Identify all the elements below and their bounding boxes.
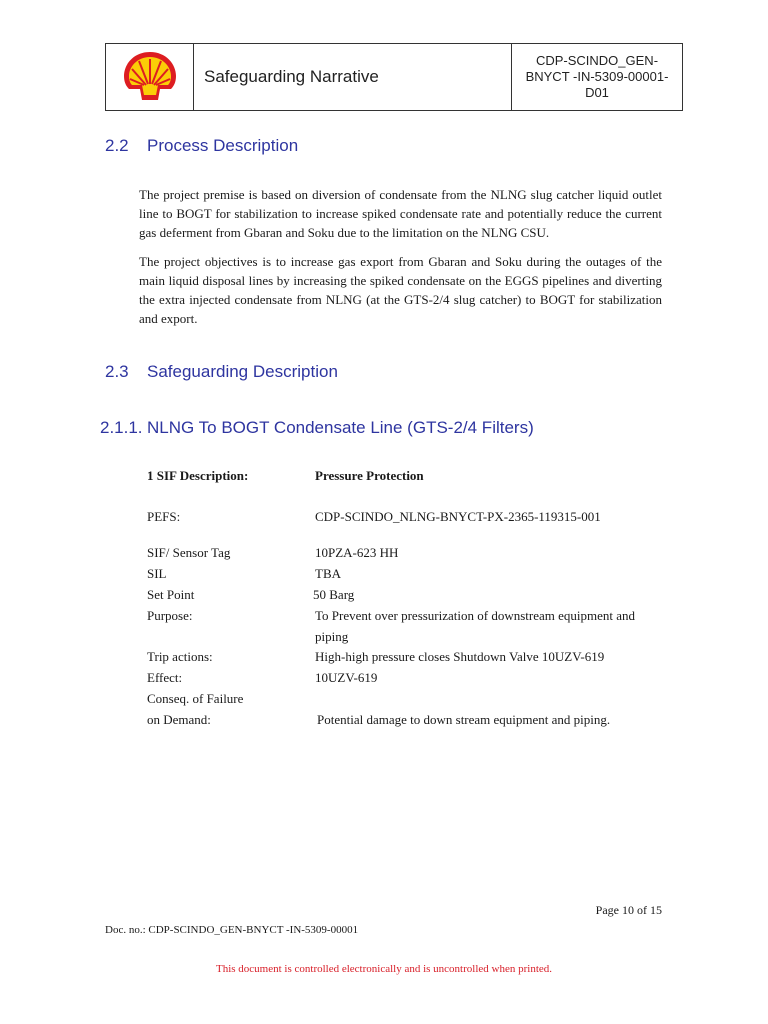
document-header	[105, 43, 683, 111]
section-heading-process	[105, 136, 298, 156]
sif-value: 10UZV-619	[315, 670, 378, 685]
paragraph-objectives: The project objectives is to increase gas export from Gbaran and Soku during the outages of the main liquid disposal lines by increasing the spiked condensate on the EGGS pipelines and diverting the extra injected condensate from NLNG (at the GTS-2/4 slug catcher) to BOGT for stabilization and export.	[139, 254, 662, 326]
sif-heading-value: Pressure Protection	[315, 468, 424, 483]
sif-label: Purpose:	[147, 608, 193, 623]
document-title: Safeguarding Narrative	[194, 44, 512, 110]
document-code	[512, 44, 682, 110]
section-title: Safeguarding Description	[147, 362, 338, 381]
sif-label: SIL	[147, 566, 167, 581]
sif-value: TBA	[315, 566, 341, 581]
subsection-title: NLNG To BOGT Condensate Line (GTS-2/4 Filters)	[147, 418, 534, 437]
footer-doc-number: Doc. no.: CDP-SCINDO_GEN-BNYCT -IN-5309-00001	[105, 924, 359, 936]
page-number: Page 10 of 15	[595, 903, 662, 917]
sif-label: SIF/ Sensor Tag	[147, 545, 231, 560]
sif-label: Conseq. of Failure	[147, 691, 244, 706]
shell-logo-icon	[120, 49, 180, 105]
subsection-number: 2.1.1.	[100, 418, 143, 437]
sif-label: Effect:	[147, 670, 183, 685]
sif-value: 50 Barg	[313, 587, 355, 602]
sif-value: To Prevent over pressurization of downstream equipment and piping	[315, 608, 636, 644]
logo-cell	[106, 44, 194, 110]
sif-heading-label: 1 SIF Description:	[147, 468, 249, 483]
paragraph-premise: The project premise is based on diversion of condensate from the NLNG slug catcher liquid outlet line to BOGT for stabilization to increase spiked condensate rate and potentially reduce the current gas deferment from Gbaran and Soku due to the limitation on the NLNG CSU.	[139, 187, 662, 240]
document-code-line-3: D01	[585, 85, 609, 100]
section-number: 2.3	[105, 362, 129, 381]
document-code-line-1: CDP-SCINDO_GEN-	[535, 53, 659, 68]
sif-value: 10PZA-623 HH	[315, 545, 399, 560]
sif-value: High-high pressure closes Shutdown Valve 10UZV-619	[315, 649, 605, 664]
document-code-line-2: BNYCT -IN-5309-00001-	[525, 69, 669, 84]
section-title: Process Description	[147, 136, 299, 155]
section-heading-safeguarding	[105, 362, 338, 382]
section-number: 2.2	[105, 136, 129, 155]
sif-label: PEFS:	[147, 509, 181, 524]
uncontrolled-copy-notice: This document is controlled electronically and is uncontrolled when printed.	[215, 963, 553, 975]
subsection-heading	[100, 418, 534, 438]
sif-value: CDP-SCINDO_NLNG-BNYCT-PX-2365-119315-001	[315, 509, 601, 524]
sif-label: Trip actions:	[147, 649, 213, 664]
sif-value: Potential damage to down stream equipment and piping.	[317, 712, 611, 727]
sif-label: Set Point	[147, 587, 195, 602]
sif-label: on Demand:	[147, 712, 211, 727]
